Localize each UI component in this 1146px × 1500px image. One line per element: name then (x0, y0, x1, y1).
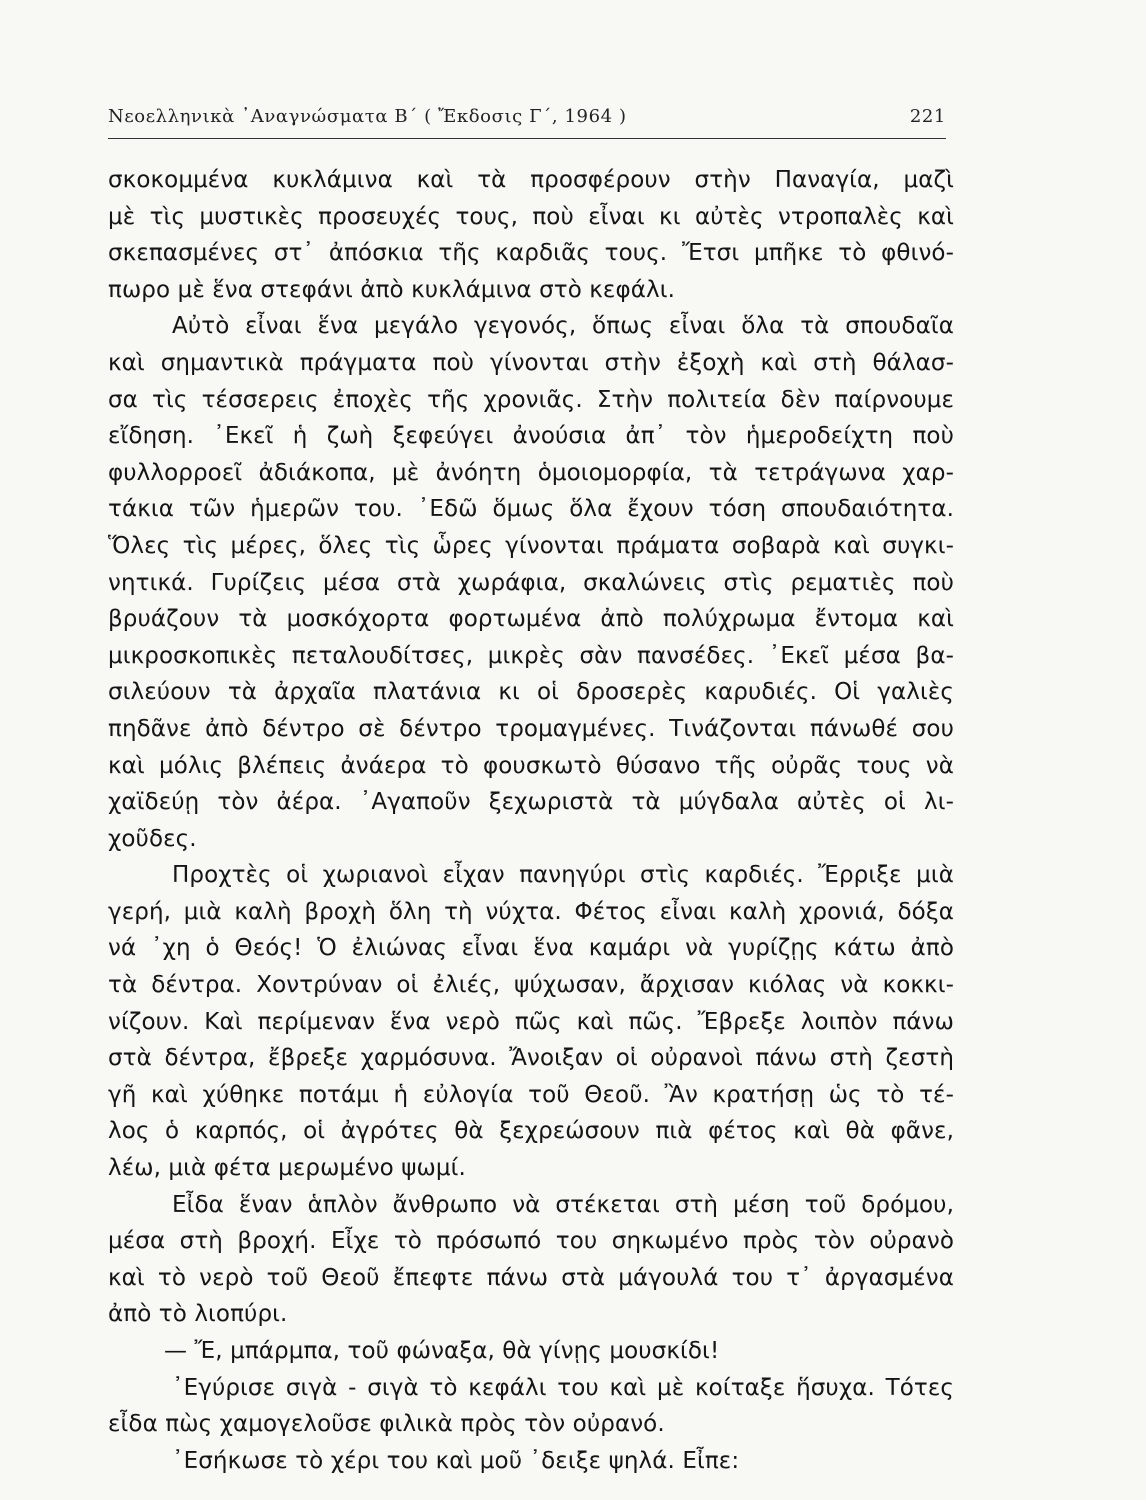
header-rule (108, 138, 946, 139)
page-number: 221 (909, 106, 946, 127)
text-line: Αὐτὸ εἶναι ἕνα μεγάλο γεγονός, ὅπως εἶναι ὅλα τὰ σπουδαῖα (172, 313, 954, 340)
text-line: καὶ τὸ νερὸ τοῦ Θεοῦ ἔπεφτε πάνω στὰ μάγουλά του τ᾿ ἀργασμένα (108, 1264, 954, 1291)
text-line: ᾿Εγύρισε σιγὰ - σιγὰ τὸ κεφάλι του καὶ μὲ κοίταξε ἥσυχα. Τότες (172, 1374, 954, 1401)
text-line: νά ᾿χη ὁ Θεός! Ὁ ἐλιώνας εἶναι ἕνα καμάρι νὰ γυρίζῃς κάτω ἀπὸ (108, 935, 954, 962)
text-line: — Ἔ, μπάρμπα, τοῦ φώναξα, θὰ γίνῃς μουσκίδι! (164, 1338, 720, 1364)
text-line: εἶδα πὼς χαμογελοῦσε φιλικὰ πρὸς τὸν οὐρανό. (108, 1411, 665, 1438)
text-line: σκοκομμένα κυκλάμινα καὶ τὰ προσφέρουν στὴν Παναγία, μαζὶ (108, 167, 954, 193)
text-line: Ὅλες τὶς μέρες, ὅλες τὶς ὧρες γίνονται πράματα σοβαρὰ καὶ συγκι- (108, 532, 954, 559)
text-line: πηδᾶνε ἀπὸ δέντρο σὲ δέντρο τρομαγμένες. Τινάζονται πάνωθέ σου (108, 715, 954, 742)
text-line: χοῦδες. (108, 825, 197, 852)
text-line: εἴδηση. ᾿Εκεῖ ἡ ζωὴ ξεφεύγει ἀνούσια ἀπ᾿ τὸν ἡμεροδείχτη ποὺ (108, 423, 954, 450)
text-line: Εἶδα ἕναν ἁπλὸν ἄνθρωπο νὰ στέκεται στὴ μέση τοῦ δρόμου, (172, 1191, 954, 1218)
body-text (108, 162, 954, 1479)
text-line: ᾿Εσήκωσε τὸ χέρι του καὶ μοῦ ᾿δειξε ψηλά. Εἶπε: (172, 1447, 740, 1474)
text-line: σκεπασμένες στ᾿ ἀπόσκια τῆς καρδιᾶς τους. Ἔτσι μπῆκε τὸ φθινό- (108, 240, 954, 267)
text-line: χαϊδεύῃ τὸν ἀέρα. ᾿Αγαποῦν ξεχωριστὰ τὰ μύγδαλα αὐτὲς οἱ λι- (108, 789, 954, 816)
text-line: βρυάζουν τὰ μοσκόχορτα φορτωμένα ἀπὸ πολύχρωμα ἔντομα καὶ (108, 606, 954, 633)
text-line: μὲ τὶς μυστικὲς προσευχές τους, ποὺ εἶναι κι αὐτὲς ντροπαλὲς καὶ (108, 203, 954, 230)
text-line: Προχτὲς οἱ χωριανοὶ εἶχαν πανηγύρι στὶς καρδιές. Ἔρριξε μιὰ (172, 862, 954, 889)
text-line: τὰ δέντρα. Χοντρύναν οἱ ἐλιές, ψύχωσαν, ἄρχισαν κιόλας νὰ κοκκι- (108, 972, 954, 999)
text-line: νητικά. Γυρίζεις μέσα στὰ χωράφια, σκαλώνεις στὶς ρεματιὲς ποὺ (108, 569, 954, 596)
text-line: καὶ σημαντικὰ πράγματα ποὺ γίνονται στὴν ἐξοχὴ καὶ στὴ θάλασ- (108, 349, 954, 376)
text-line: γῆ καὶ χύθηκε ποτάμι ἡ εὐλογία τοῦ Θεοῦ. Ἂν κρατήσῃ ὡς τὸ τέ- (108, 1081, 954, 1108)
text-line: τάκια τῶν ἡμερῶν του. ᾿Εδῶ ὅμως ὅλα ἔχουν τόση σπουδαιότητα. (108, 496, 954, 523)
text-line: φυλλορροεῖ ἀδιάκοπα, μὲ ἀνόητη ὁμοιομορφία, τὰ τετράγωνα χαρ- (108, 459, 954, 486)
text-line: καὶ μόλις βλέπεις ἀνάερα τὸ φουσκωτὸ θύσανο τῆς οὐρᾶς τους νὰ (108, 752, 954, 779)
text-line: νίζουν. Καὶ περίμεναν ἕνα νερὸ πῶς καὶ πῶς. Ἔβρεξε λοιπὸν πάνω (108, 1008, 954, 1035)
text-line: σιλεύουν τὰ ἀρχαῖα πλατάνια κι οἱ δροσερὲς καρυδιές. Οἱ γαλιὲς (108, 679, 954, 706)
text-line: μέσα στὴ βροχή. Εἶχε τὸ πρόσωπό του σηκωμένο πρὸς τὸν οὐρανὸ (108, 1228, 954, 1255)
text-line: λέω, μιὰ φέτα μερωμένο ψωμί. (108, 1155, 466, 1182)
text-line: στὰ δέντρα, ἔβρεξε χαρμόσυνα. Ἄνοιξαν οἱ οὐρανοὶ πάνω στὴ ζεστὴ (108, 1045, 954, 1072)
text-line: γερή, μιὰ καλὴ βροχὴ ὅλη τὴ νύχτα. Φέτος εἶναι καλὴ χρονιά, δόξα (108, 898, 954, 925)
text-line: μικροσκοπικὲς πεταλουδίτσες, μικρὲς σὰν πανσέδες. ᾿Εκεῖ μέσα βα- (108, 642, 954, 669)
header-title: Νεοελληνικὰ ᾿Αναγνώσματα Β΄ ( Ἔκδοσις Γ΄, 1964 ) (108, 106, 627, 127)
text-line: πωρο μὲ ἕνα στεφάνι ἀπὸ κυκλάμινα στὸ κεφάλι. (108, 276, 676, 303)
text-line: λος ὁ καρπός, οἱ ἀγρότες θὰ ξεχρεώσουν πιὰ φέτος καὶ θὰ φᾶνε, (108, 1118, 954, 1145)
running-header (108, 102, 946, 132)
text-line: ἀπὸ τὸ λιοπύρι. (108, 1301, 288, 1328)
text-line: σα τὶς τέσσερεις ἐποχὲς τῆς χρονιᾶς. Στὴν πολιτεία δὲν παίρνουμε (108, 386, 954, 413)
